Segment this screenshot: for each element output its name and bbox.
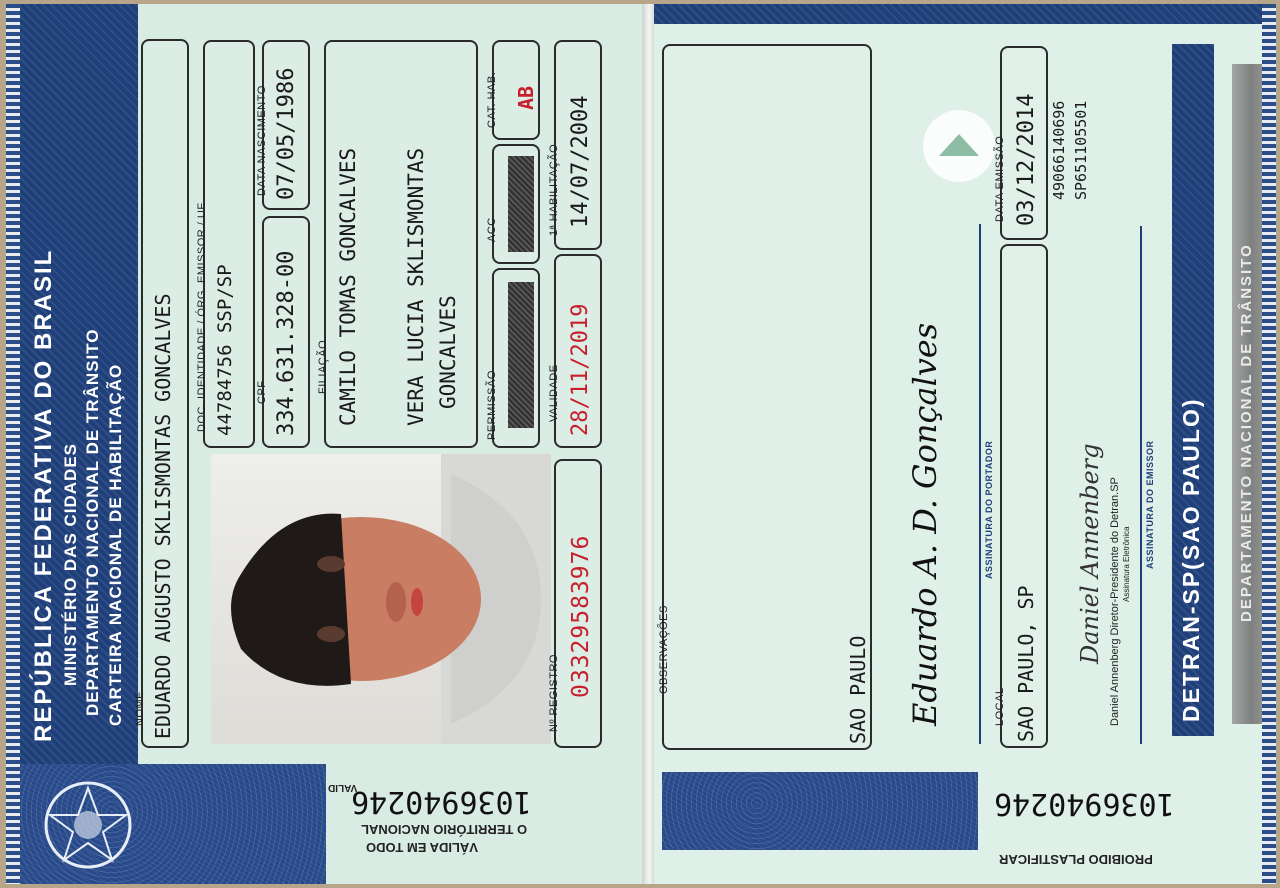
header-department: DEPARTAMENTO NACIONAL DE TRÂNSITO — [83, 328, 102, 716]
observacoes-value: SAO PAULO — [846, 635, 870, 744]
primeira-habilitacao-label: 1ª HABILITAÇÃO — [548, 143, 560, 236]
codigo-controle: 49066140696 — [1050, 100, 1068, 200]
filiacao-label: FILIAÇÃO — [317, 339, 329, 394]
nome-label: NOME — [134, 691, 146, 726]
acc-label: ACC — [486, 217, 498, 242]
portador-signature-label: ASSINATURA DO PORTADOR — [984, 440, 994, 579]
back-guilloche-block — [662, 772, 978, 850]
permissao-label: PERMISSÃO — [486, 370, 498, 440]
serial-number-right: 1036940246 — [994, 786, 1175, 821]
portrait-image — [211, 454, 551, 744]
acc-redacted — [508, 156, 534, 252]
doc-identidade-label: DOC. IDENTIDADE / ÓRG. EMISSOR / UF — [196, 202, 208, 432]
security-strip-left — [6, 4, 20, 884]
data-nascimento-label: DATA NASCIMENTO — [256, 85, 268, 196]
validade-value: 28/11/2019 — [568, 303, 593, 436]
doc-identidade-value: 44784756 SSP/SP — [214, 264, 236, 436]
coat-of-arms-block — [20, 764, 326, 884]
data-emissao-value: 03/12/2014 — [1014, 93, 1039, 226]
observacoes-label: OBSERVAÇÕES — [658, 605, 670, 694]
categoria-value: AB — [514, 85, 538, 110]
emissor-electronic: Assinatura Eletrônica — [1122, 526, 1131, 602]
license-front-panel — [6, 4, 644, 884]
drivers-license-document — [6, 4, 1276, 884]
departamento-label: DEPARTAMENTO NACIONAL DE TRÂNSITO — [1238, 243, 1255, 622]
portrait-photo — [211, 454, 551, 744]
portador-signature: Eduardo A. D. Gonçalves — [906, 322, 944, 726]
header-country: REPÚBLICA FEDERATIVA DO BRASIL — [30, 248, 57, 742]
filiacao-pai: CAMILO TOMAS GONCALVES — [336, 147, 360, 426]
top-band — [654, 4, 1276, 24]
header-document-title: CARTEIRA NACIONAL DE HABILITAÇÃO — [106, 363, 125, 726]
detran-label: DETRAN-SP(SAO PAULO) — [1178, 397, 1204, 722]
data-emissao-label: DATA EMISSÃO — [994, 135, 1006, 222]
serial-number-left: 1036940246 — [351, 784, 532, 819]
codigo-renach: SP651105501 — [1072, 100, 1090, 200]
registro-value: 03329583976 — [568, 534, 594, 698]
primeira-habilitacao-value: 14/07/2004 — [568, 95, 593, 228]
nome-value: EDUARDO AUGUSTO SKLISMONTAS GONCALVES — [151, 293, 175, 739]
emissor-name: Daniel Annenberg Diretor-Presidente do Detran.SP — [1109, 477, 1121, 726]
detran-emblem-icon — [919, 106, 999, 186]
coat-of-arms-icon — [28, 770, 148, 880]
validade-label: VALIDADE — [548, 364, 560, 422]
filiacao-mae-line2: GONCALVES — [436, 295, 460, 409]
permissao-redacted — [508, 282, 534, 428]
header-ministry: MINISTÉRIO DAS CIDADES — [61, 442, 80, 686]
proibido-plastificar: PROIBIDO PLASTIFICAR — [999, 852, 1153, 867]
registro-label: Nº REGISTRO — [548, 654, 560, 732]
valida-line2: O TERRITÓRIO NACIONAL — [361, 822, 528, 837]
valid-tag: VALID — [328, 782, 358, 793]
emissor-signature-line — [1140, 226, 1142, 744]
cpf-label: CPF — [256, 380, 268, 404]
emissor-signature: Daniel Annenberg — [1076, 443, 1104, 664]
observacoes-field — [662, 44, 872, 750]
security-strip-right — [1262, 4, 1276, 884]
portador-signature-line — [979, 224, 981, 744]
local-label: LOCAL — [994, 687, 1006, 726]
license-back-panel — [654, 4, 1276, 884]
cpf-value: 334.631.328-00 — [274, 250, 299, 436]
valida-line1: VÁLIDA EM TODO — [366, 840, 478, 855]
filiacao-mae-line1: VERA LUCIA SKLISMONTAS — [404, 147, 428, 426]
emissor-signature-label: ASSINATURA DO EMISSOR — [1145, 440, 1155, 569]
local-value: SAO PAULO, SP — [1014, 585, 1038, 742]
categoria-label: CAT. HAB. — [486, 71, 498, 128]
data-nascimento-value: 07/05/1986 — [274, 67, 299, 200]
